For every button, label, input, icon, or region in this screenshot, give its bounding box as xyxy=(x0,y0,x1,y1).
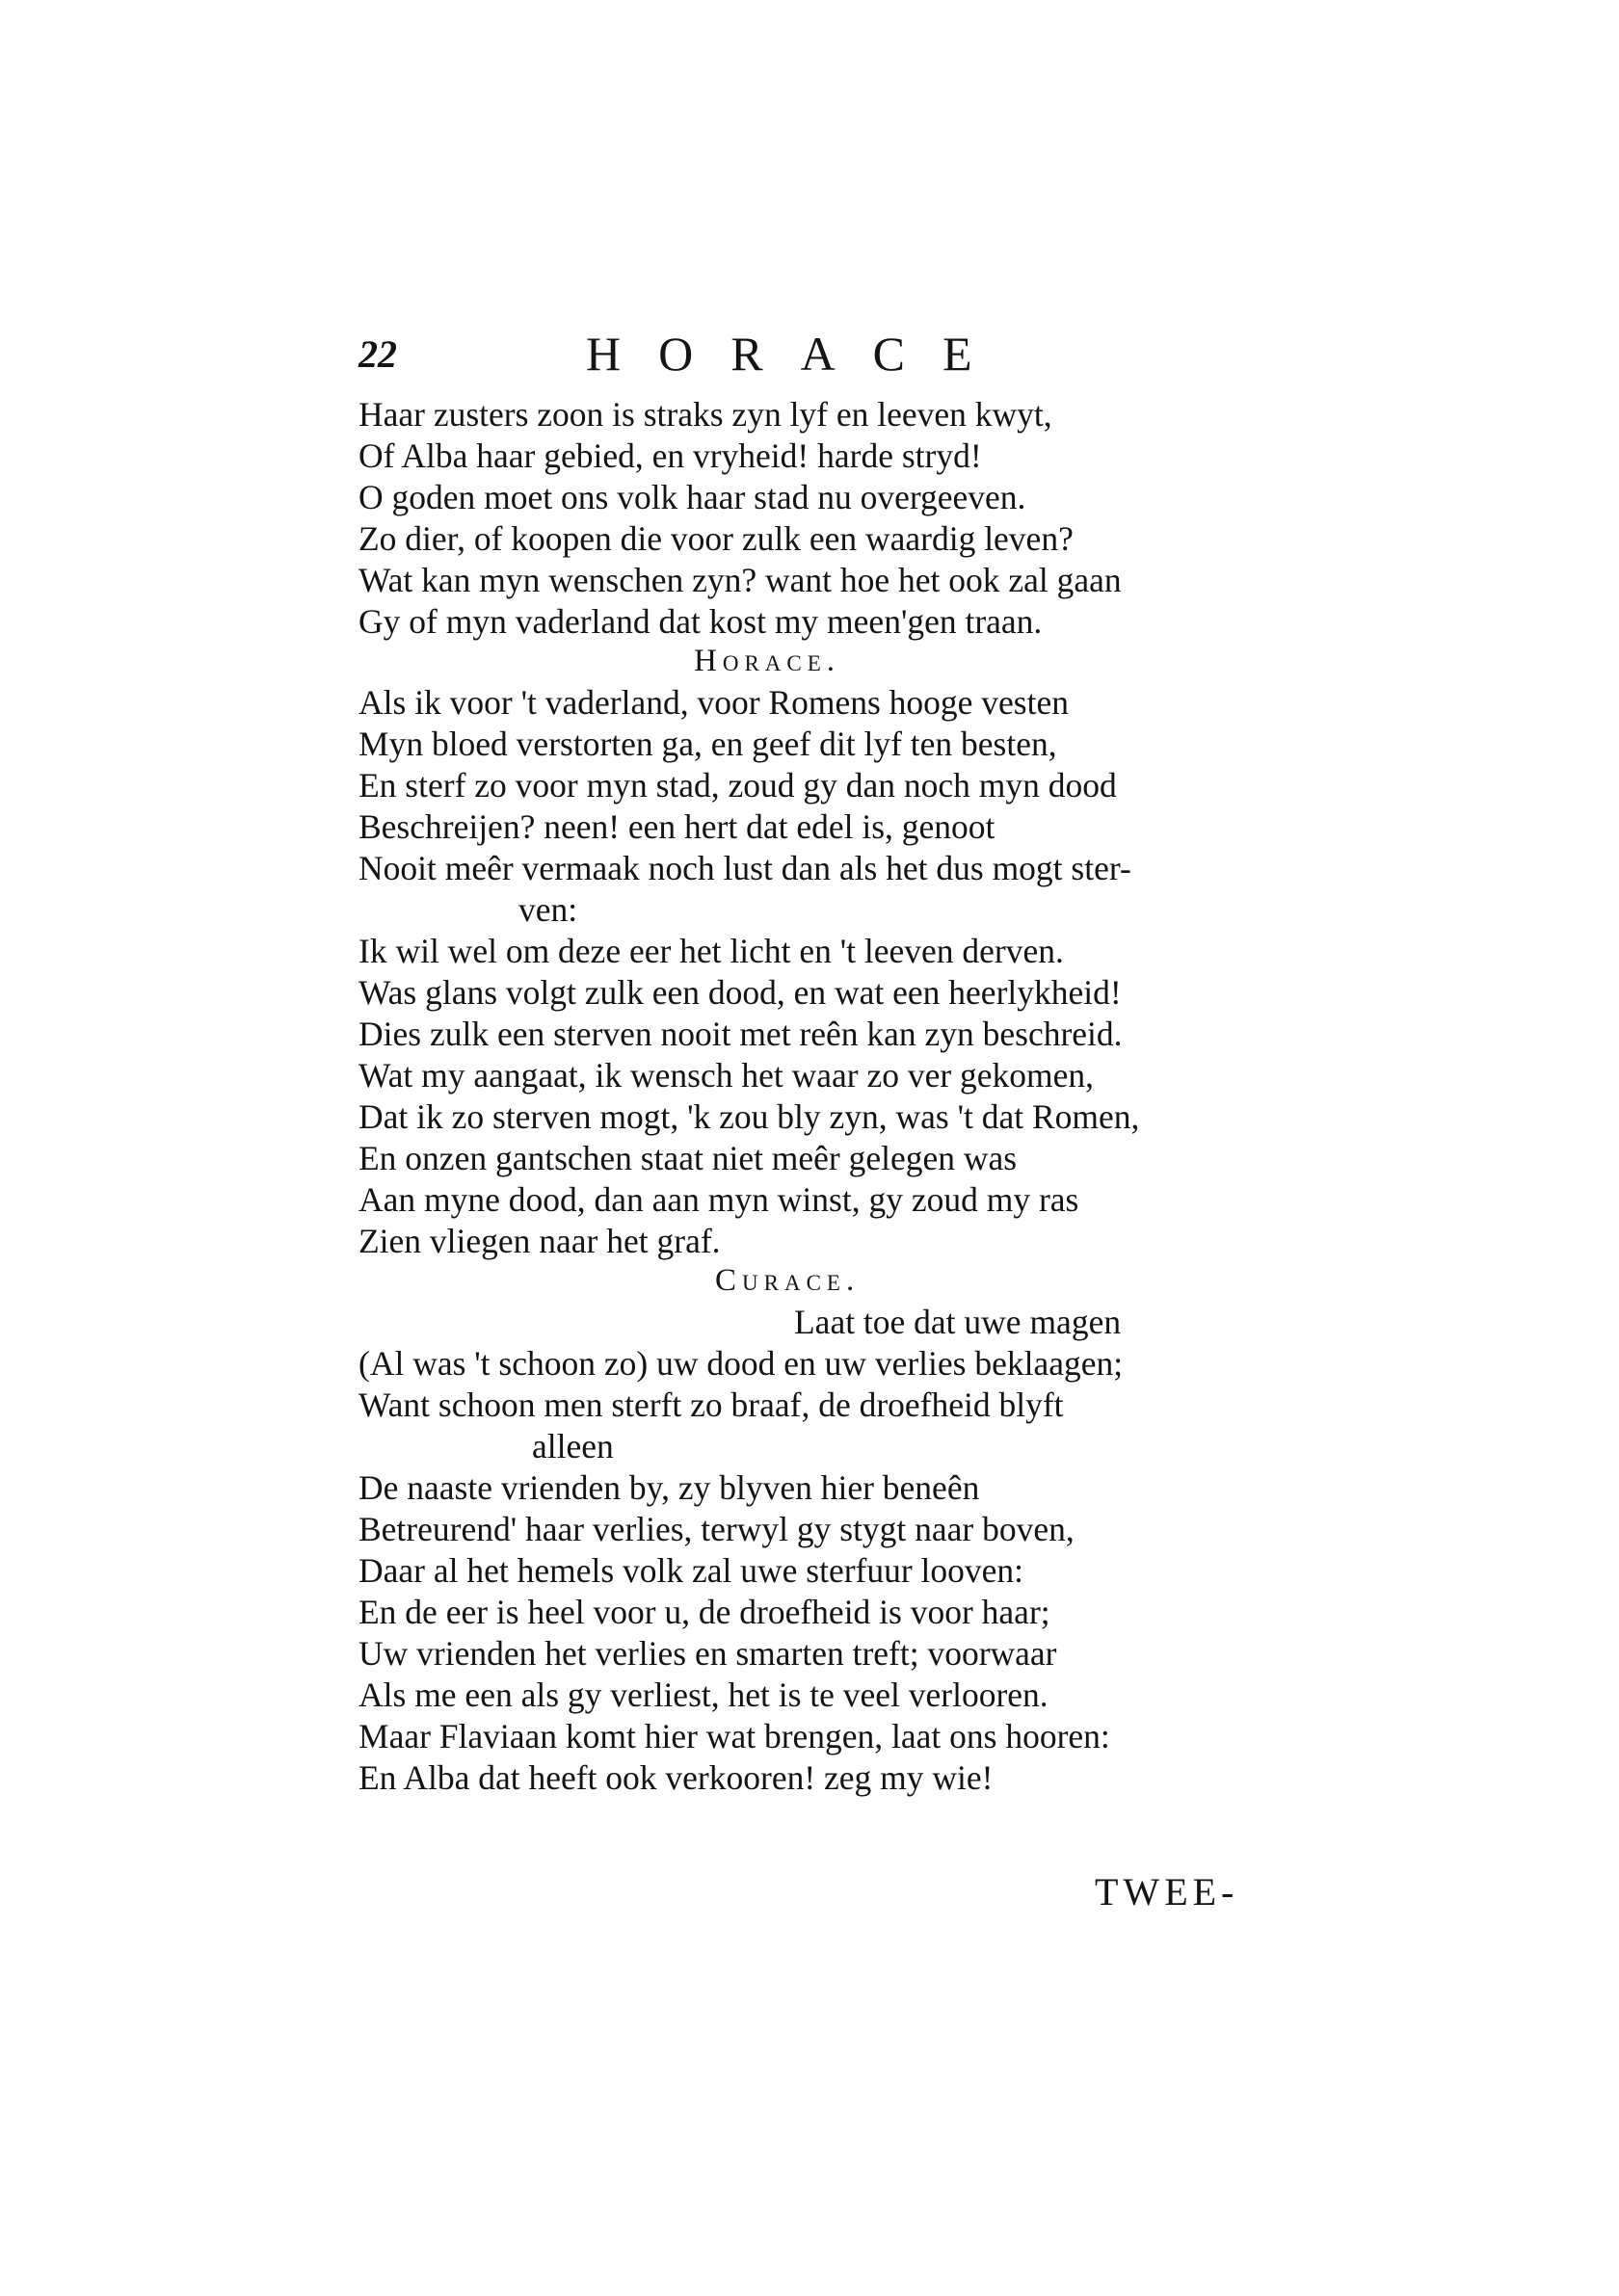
verse-line: Wat kan myn wenschen zyn? want hoe het ook zal gaan xyxy=(358,561,1122,599)
verse-line: En sterf zo voor myn stad, zoud gy dan noch myn dood xyxy=(358,766,1117,805)
verse-line: Betreurend' haar verlies, terwyl gy stygt naar boven, xyxy=(358,1510,1075,1548)
verse-line: Maar Flaviaan komt hier wat brengen, laat ons hooren: xyxy=(358,1717,1110,1755)
verse-line: (Al was 't schoon zo) uw dood en uw verlies beklaagen; xyxy=(358,1344,1124,1383)
verse-line: Myn bloed verstorten ga, en geef dit lyf ten besten, xyxy=(358,725,1057,763)
speaker-heading: Horace. xyxy=(694,644,841,678)
verse-line: Was glans volgt zulk een dood, en wat een heerlykheid! xyxy=(358,973,1122,1012)
verse-line: Als ik voor 't vaderland, voor Romens hooge vesten xyxy=(358,683,1069,722)
page-number: 22 xyxy=(358,332,397,376)
verse-line-continuation: alleen xyxy=(532,1427,614,1465)
verse-line: Of Alba haar gebied, en vryheid! harde stryd! xyxy=(358,436,982,475)
verse-line: Dat ik zo sterven mogt, 'k zou bly zyn, was 't dat Romen, xyxy=(358,1097,1140,1136)
verse-line: Dies zulk een sterven nooit met reên kan zyn beschreid. xyxy=(358,1015,1123,1053)
verse-text xyxy=(358,395,1284,1821)
verse-line: En onzen gantschen staat niet meêr gelegen was xyxy=(358,1139,1018,1177)
verse-line: Zo dier, of koopen die voor zulk een waardig leven? xyxy=(358,519,1074,558)
verse-line: Wat my aangaat, ik wensch het waar zo ver gekomen, xyxy=(358,1056,1095,1095)
verse-line: En de eer is heel voor u, de droefheid is voor haar; xyxy=(358,1593,1050,1631)
verse-line: Laat toe dat uwe magen xyxy=(794,1303,1122,1341)
verse-line-continuation: ven: xyxy=(518,890,578,929)
running-title: HORACE xyxy=(586,327,1010,381)
verse-line: Daar al het hemels volk zal uwe sterfuur looven: xyxy=(358,1551,1024,1590)
verse-line: Haar zusters zoon is straks zyn lyf en leeven kwyt, xyxy=(358,395,1052,434)
verse-line: En Alba dat heeft ook verkooren! zeg my wie! xyxy=(358,1758,994,1797)
verse-line: Ik wil wel om deze eer het licht en 't leeven derven. xyxy=(358,932,1064,970)
verse-line: Aan myne dood, dan aan myn winst, gy zoud my ras xyxy=(358,1180,1079,1219)
catchword: TWEE- xyxy=(1095,1870,1239,1913)
speaker-heading: Curace. xyxy=(715,1263,861,1298)
verse-line: Als me een als gy verliest, het is te veel verlooren. xyxy=(358,1676,1048,1714)
verse-line: De naaste vrienden by, zy blyven hier beneên xyxy=(358,1468,980,1507)
verse-line: Zien vliegen naar het graf. xyxy=(358,1222,721,1260)
verse-line: O goden moet ons volk haar stad nu overgeeven. xyxy=(358,478,1026,516)
verse-line: Beschreijen? neen! een hert dat edel is, genoot xyxy=(358,807,995,846)
verse-line: Nooit meêr vermaak noch lust dan als het dus mogt ster- xyxy=(358,849,1131,887)
running-head xyxy=(358,326,1264,383)
verse-line: Uw vrienden het verlies en smarten treft; voorwaar xyxy=(358,1634,1057,1673)
verse-line: Gy of myn vaderland dat kost my meen'gen traan. xyxy=(358,602,1043,641)
verse-line: Want schoon men sterft zo braaf, de droefheid blyft xyxy=(358,1386,1064,1424)
